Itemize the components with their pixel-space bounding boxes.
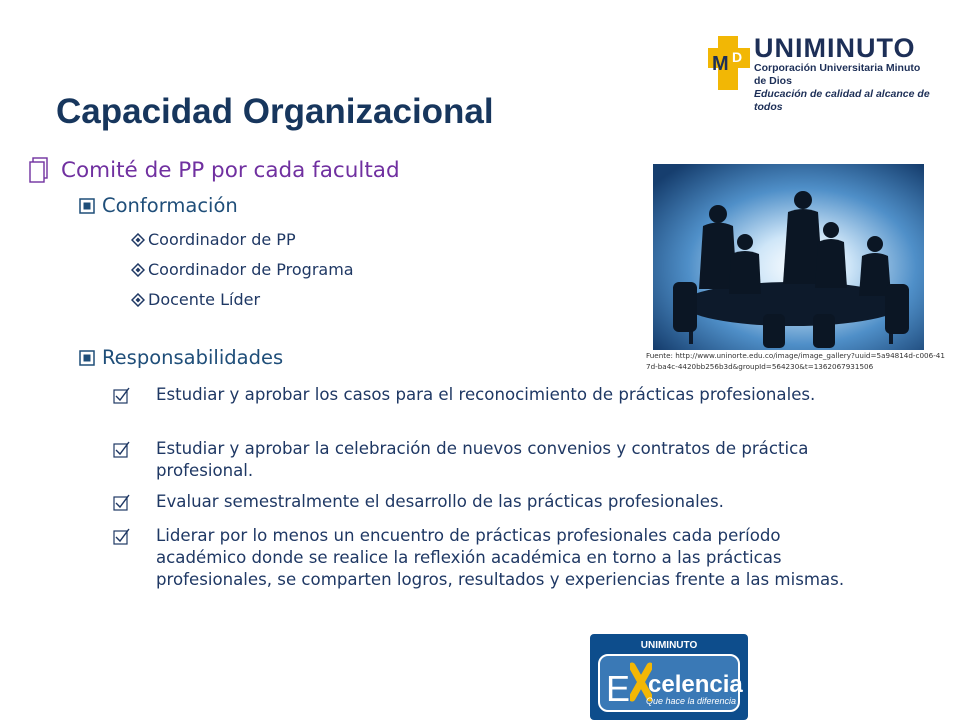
photo-caption: Fuente: http://www.uninorte.edu.co/image/image_gallery?uuid=5a94814d-c006-417d-ba4c-4420bb256b3d&groupId=564230&t=1362067931506	[646, 351, 945, 371]
md-emblem-icon	[708, 32, 754, 92]
badge-e: E	[606, 668, 631, 709]
bullet-responsabilidades	[79, 346, 283, 369]
badge-word: celencia	[648, 671, 743, 698]
diamond-bullet-icon	[131, 293, 145, 307]
svg-text:M: M	[712, 53, 729, 75]
list-item-label: Estudiar y aprobar la celebración de nuevos convenios y contratos de práctica profesional.	[156, 439, 809, 480]
logo-subtitle: Corporación Universitaria Minuto de Dios	[754, 62, 921, 87]
list-item-label: Coordinador de PP	[148, 230, 296, 249]
checkbox-icon	[113, 387, 130, 404]
list-item-label: Docente Líder	[148, 290, 261, 309]
square-bullet-icon	[79, 198, 95, 214]
list-item-label: Evaluar semestralmente el desarrollo de las prácticas profesionales.	[156, 492, 724, 511]
diamond-bullet-icon	[131, 263, 145, 277]
diamond-bullet-icon	[131, 233, 145, 247]
document-icon	[28, 156, 52, 184]
bullet-committee	[28, 156, 400, 184]
square-bullet-icon	[79, 350, 95, 366]
list-item	[131, 260, 354, 279]
svg-text:D: D	[732, 49, 743, 65]
slide-title: Capacidad Organizacional	[56, 92, 494, 131]
list-item	[131, 230, 296, 249]
list-item-label: Estudiar y aprobar los casos para el reconocimiento de prácticas profesionales.	[156, 385, 816, 404]
checkbox-icon	[113, 528, 130, 545]
uniminuto-logo	[708, 30, 930, 113]
committee-label: Comité de PP por cada facultad	[61, 157, 400, 183]
logo-tagline: Educación de calidad al alcance de todos	[754, 88, 930, 113]
checkbox-icon	[113, 494, 130, 511]
list-item	[131, 290, 260, 309]
list-item	[113, 438, 853, 482]
checkbox-icon	[113, 441, 130, 458]
logo-name: UNIMINUTO	[754, 33, 916, 63]
bullet-conformacion	[79, 194, 238, 217]
excelencia-badge	[590, 634, 748, 720]
list-item	[113, 491, 853, 513]
badge-org: UNIMINUTO	[640, 640, 698, 651]
badge-slogan: Que hace la diferencia	[646, 696, 737, 706]
list-item-label: Liderar por lo menos un encuentro de prácticas profesionales cada período académico donde se realice la reflexión académica en torno a las prácticas profesionales, se comparten logros, resultados y experiencias frente a las mismas.	[156, 526, 845, 589]
responsabilidades-label: Responsabilidades	[102, 346, 284, 369]
conformacion-label: Conformación	[102, 194, 238, 217]
list-item	[113, 525, 853, 591]
list-item-label: Coordinador de Programa	[148, 260, 354, 279]
meeting-photo	[653, 164, 924, 350]
list-item	[113, 384, 853, 406]
